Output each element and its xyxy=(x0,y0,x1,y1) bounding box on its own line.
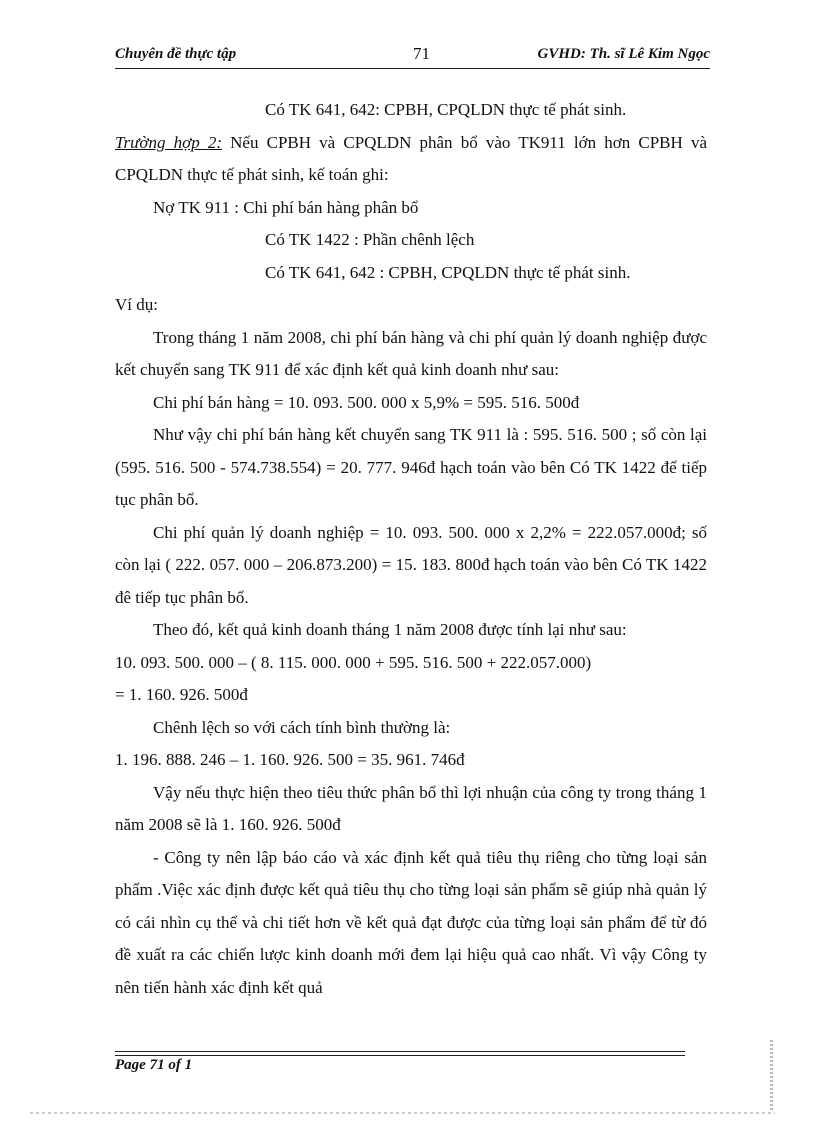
paragraph-6: 10. 093. 500. 000 – ( 8. 115. 000. 000 + 595. 516. 500 + 222.057.000) xyxy=(115,652,592,672)
header-page-number: 71 xyxy=(413,44,430,63)
paragraph-8: Chênh lệch so với cách tính bình thường là: xyxy=(153,717,451,737)
paragraph-2: Chi phí bán hàng = 10. 093. 500. 000 x 5,9% = 595. 516. 500đ xyxy=(153,392,580,412)
body-line-1: Có TK 641, 642: CPBH, CPQLDN thực tế phát sinh. xyxy=(265,100,627,119)
header-rule xyxy=(115,68,710,69)
case-2-paragraph xyxy=(115,127,707,192)
example-label: Ví dụ: xyxy=(115,295,158,314)
footer-rule-bottom xyxy=(115,1055,685,1056)
paragraph-4: Chi phí quản lý doanh nghiệp = 10. 093. 500. 000 x 2,2% = 222.057.000đ; số còn lại ( 222. 057. 000 – 206.873.200) = 15. 183. 800đ hạch toán vào bên Có TK 1422 đê tiếp tục phân bổ. xyxy=(115,522,707,607)
header-supervisor: GVHD: Th. sĩ Lê Kim Ngọc xyxy=(537,46,710,62)
paragraph-3: Như vậy chi phí bán hàng kết chuyển sang TK 911 là : 595. 516. 500 ; số còn lại (595. 516. 500 - 574.738.554) = 20. 777. 946đ hạch toán vào bên Có TK 1422 để tiếp tục phân bổ. xyxy=(115,425,707,509)
footer-rule-top xyxy=(115,1051,685,1052)
case-2-text: Nếu CPBH và CPQLDN phân bổ vào TK911 lớn hơn CPBH và CPQLDN thực tế phát sinh, kế toán ghi: xyxy=(115,132,707,184)
page-body xyxy=(115,94,707,1004)
page-header xyxy=(115,44,710,68)
footer-page-label: Page 71 of 1 xyxy=(115,1057,193,1073)
entry-debit: Nợ TK 911 : Chi phí bán hàng phân bổ xyxy=(153,197,419,217)
paragraph-5: Theo đó, kết quả kinh doanh tháng 1 năm 2008 được tính lại như sau: xyxy=(153,620,627,639)
page-shadow-bottom xyxy=(30,1112,775,1114)
paragraph-10: Vậy nếu thực hiện theo tiêu thức phân bổ thì lợi nhuận của công ty trong tháng 1 năm 2008 sẽ là 1. 160. 926. 500đ xyxy=(115,782,707,834)
paragraph-7: = 1. 160. 926. 500đ xyxy=(115,685,248,704)
paragraph-9: 1. 196. 888. 246 – 1. 160. 926. 500 = 35. 961. 746đ xyxy=(115,750,465,769)
entry-credit-1: Có TK 1422 : Phần chênh lệch xyxy=(265,230,475,249)
page-shadow-right xyxy=(770,1040,773,1110)
paragraph-1: Trong tháng 1 năm 2008, chi phí bán hàng và chi phí quản lý doanh nghiệp được kết chuyển sang TK 911 để xác định kết quả kinh doanh như sau: xyxy=(115,327,707,379)
case-2-label: Trường hợp 2: xyxy=(115,132,222,152)
header-title: Chuyên đề thực tập xyxy=(115,46,237,62)
entry-credit-2: Có TK 641, 642 : CPBH, CPQLDN thực tế phát sinh. xyxy=(265,262,631,282)
paragraph-11: - Công ty nên lập báo cáo và xác định kết quả tiêu thụ riêng cho từng loại sản phẩm .Việc xác định được kết quả tiêu thụ cho từng loại sản phẩm sẽ giúp nhà quản lý có cái nhìn cụ thể và chi tiết hơn về kết quả đạt được của từng loại sản phẩm để từ đó đề xuất ra các chiến lược kinh doanh mới đem lại hiệu quả cao nhất. Vì vậy Công ty nên tiến hành xác định kết quả xyxy=(115,847,707,997)
